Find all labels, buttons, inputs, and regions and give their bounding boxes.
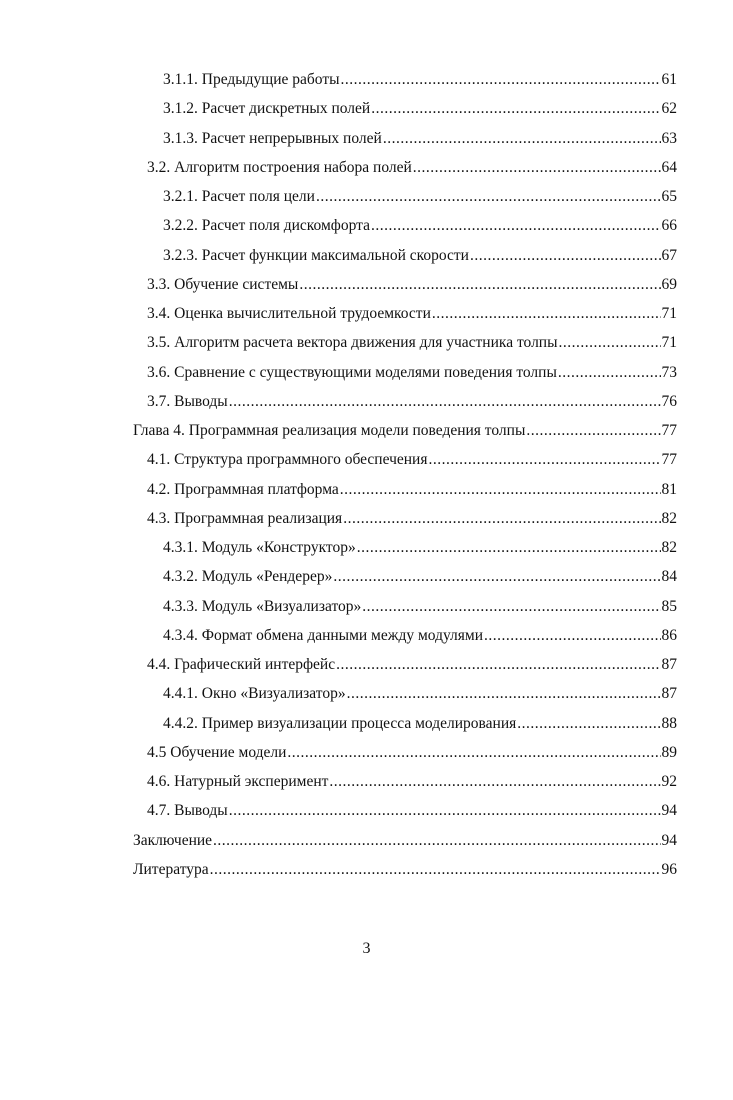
toc-entry [163, 538, 677, 558]
toc-entry-title: 4.4. Графический интерфейс [147, 656, 336, 673]
toc-entry [147, 450, 677, 470]
dot-leader [371, 216, 661, 236]
dot-leader [517, 714, 660, 734]
toc-entry-page: 62 [661, 100, 677, 118]
toc-entry-title: Глава 4. Программная реализация модели поведения толпы [133, 422, 526, 439]
dot-leader [559, 333, 661, 353]
toc-entry-page: 64 [661, 158, 677, 176]
toc-entry-page: 96 [661, 860, 677, 878]
toc-entry-page: 87 [661, 656, 677, 673]
toc-entry-title: 4.3.2. Модуль «Рендерер» [163, 568, 333, 586]
toc-entry-page: 82 [661, 539, 677, 556]
toc-entry-title: Литература [133, 860, 209, 878]
toc-entry-page: 88 [661, 714, 677, 732]
toc-entry-page: 85 [661, 597, 677, 615]
toc-entry [147, 655, 677, 675]
toc-entry-page: 71 [661, 334, 677, 352]
toc-entry-title: 3.4. Оценка вычислительной трудоемкости [147, 305, 431, 322]
dot-leader [484, 626, 660, 646]
toc-entry [133, 860, 677, 880]
dot-leader [343, 509, 660, 529]
toc-entry-page: 89 [661, 743, 677, 761]
dot-leader [329, 772, 660, 792]
dot-leader [558, 363, 661, 383]
toc-entry [147, 743, 677, 763]
toc-entry [163, 597, 677, 617]
toc-entry [147, 801, 677, 821]
dot-leader [341, 70, 661, 90]
toc-entry-page: 73 [661, 363, 677, 381]
toc-entry-title: 3.1.3. Расчет непрерывных полей [163, 129, 382, 147]
toc-entry-page: 61 [661, 71, 677, 88]
dot-leader [340, 480, 661, 500]
toc-entry-title: 3.2.3. Расчет функции максимальной скорости [163, 246, 469, 264]
toc-entry-page: 92 [661, 773, 677, 790]
toc-entry-page: 71 [661, 305, 677, 322]
toc-entry-page: 82 [661, 509, 677, 527]
dot-leader [316, 187, 661, 207]
toc-entry [163, 714, 677, 734]
dot-leader [299, 275, 660, 295]
toc-entry-page: 77 [661, 422, 677, 439]
toc-entry [147, 158, 677, 178]
dot-leader [357, 538, 661, 558]
toc-entry-title: 4.7. Выводы [147, 802, 228, 820]
toc-entry [133, 831, 677, 851]
toc-entry [147, 772, 677, 792]
toc-entry [147, 363, 677, 383]
toc-entry-page: 84 [661, 568, 677, 586]
toc-entry-title: 3.1.1. Предыдущие работы [163, 71, 340, 88]
page-number: 3 [362, 940, 371, 957]
toc-entry-title: 4.2. Программная платформа [147, 480, 339, 498]
dot-leader [526, 421, 660, 441]
toc-entry-title: 3.2.1. Расчет поля цели [163, 188, 315, 205]
toc-entry [133, 421, 677, 441]
toc-entry [163, 246, 677, 266]
toc-entry-page: 77 [661, 451, 677, 469]
toc-entry-page: 63 [661, 129, 677, 147]
dot-leader [229, 392, 661, 412]
toc-entry [147, 333, 677, 353]
toc-entry-title: 3.5. Алгоритм расчета вектора движения для участника толпы [147, 334, 558, 352]
dot-leader [362, 597, 660, 617]
toc-entry [147, 304, 677, 324]
dot-leader [470, 246, 661, 266]
toc-entry-title: 3.2.2. Расчет поля дискомфорта [163, 217, 370, 235]
dot-leader [287, 743, 660, 763]
toc-entry-page: 81 [661, 480, 677, 498]
toc-entry [163, 567, 677, 587]
toc-entry [147, 392, 677, 412]
toc-entry-page: 65 [661, 188, 677, 205]
toc-entry-page: 69 [661, 275, 677, 293]
toc-entry-page: 76 [661, 392, 677, 410]
toc-entry-page: 66 [661, 217, 677, 235]
toc-entry-title: 4.3.3. Модуль «Визуализатор» [163, 597, 362, 615]
toc-entry [163, 187, 677, 207]
toc-entry-title: 4.3.4. Формат обмена данными между модулями [163, 626, 484, 644]
toc-entry-title: 4.6. Натурный эксперимент [147, 773, 329, 790]
dot-leader [210, 860, 661, 880]
toc-entry [163, 70, 677, 90]
toc-entry [163, 626, 677, 646]
toc-entry-title: 3.2. Алгоритм построения набора полей [147, 158, 412, 176]
toc-entry-title: 3.3. Обучение системы [147, 275, 299, 293]
dot-leader [383, 129, 661, 149]
toc-entry [163, 129, 677, 149]
toc-entry-title: Заключение [133, 831, 213, 849]
toc-entry-title: 4.4.1. Окно «Визуализатор» [163, 685, 346, 703]
toc-entry [163, 216, 677, 236]
toc-entry-page: 86 [661, 626, 677, 644]
dot-leader [347, 684, 661, 704]
toc-entry-page: 87 [661, 685, 677, 703]
dot-leader [336, 655, 660, 675]
dot-leader [371, 99, 660, 119]
toc-entry-title: 4.5 Обучение модели [147, 743, 287, 761]
toc-entry-title: 4.3.1. Модуль «Конструктор» [163, 539, 356, 556]
toc-entry [147, 480, 677, 500]
dot-leader [213, 831, 660, 851]
toc-entry [163, 684, 677, 704]
toc-entry-page: 94 [661, 831, 677, 849]
toc-entry-title: 3.6. Сравнение с существующими моделями поведения толпы [147, 363, 557, 381]
toc-entry-title: 4.4.2. Пример визуализации процесса моделирования [163, 714, 517, 732]
toc-entry [163, 99, 677, 119]
toc-entry-title: 4.3. Программная реализация [147, 509, 343, 527]
dot-leader [432, 304, 661, 324]
toc-entry-title: 4.1. Структура программного обеспечения [147, 451, 428, 469]
dot-leader [413, 158, 661, 178]
toc-entry-page: 67 [661, 246, 677, 264]
toc-entry-page: 94 [661, 802, 677, 820]
dot-leader [333, 567, 660, 587]
toc-entry [147, 509, 677, 529]
dot-leader [428, 450, 660, 470]
dot-leader [229, 801, 661, 821]
toc-entry [147, 275, 677, 295]
toc-entry-title: 3.1.2. Расчет дискретных полей [163, 100, 371, 118]
toc-entry-title: 3.7. Выводы [147, 392, 228, 410]
